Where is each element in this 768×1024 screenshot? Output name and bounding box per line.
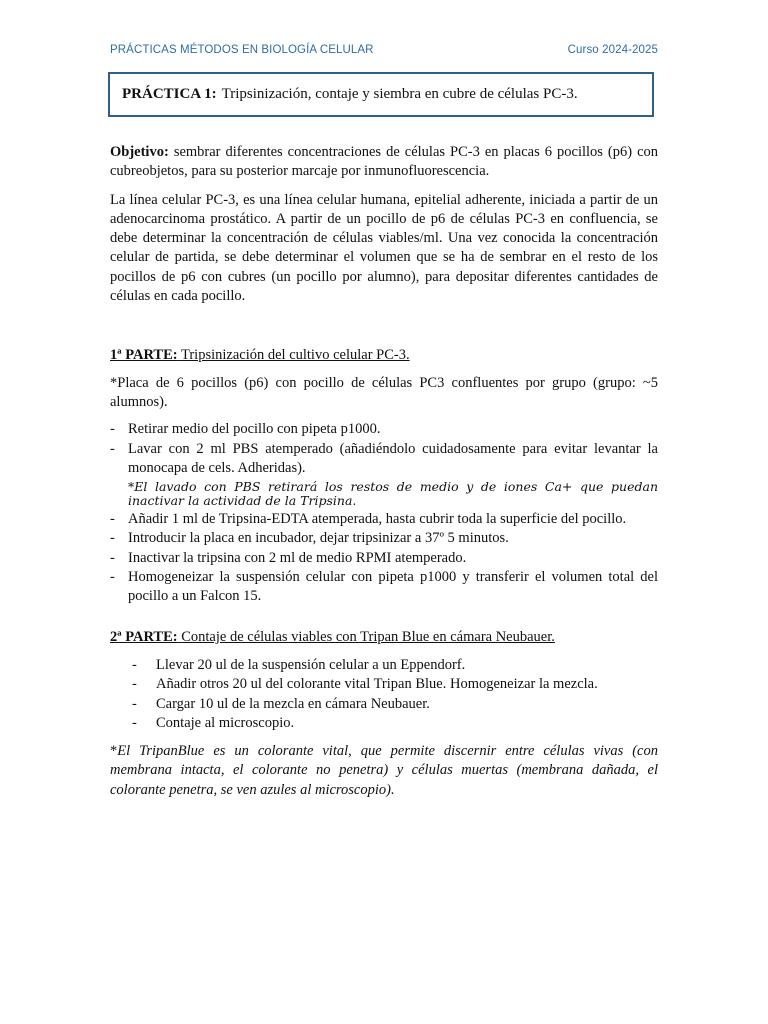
- course-title: PRÁCTICAS MÉTODOS EN BIOLOGÍA CELULAR: [110, 44, 374, 56]
- objective-paragraph: [110, 143, 658, 182]
- part2-label: 2ª PARTE:: [110, 628, 178, 645]
- list-item: - Cargar 10 ul de la mezcla en cámara Neubauer.: [132, 695, 430, 712]
- list-item: - Lavar con 2 ml PBS atemperado (añadiéndolo cuidadosamente para evitar levantar la monocapa de cels. Adheridas).: [110, 440, 658, 476]
- practice-title: Tripsinización, contaje y siembra en cubre de células PC-3.: [221, 86, 578, 102]
- practice-label: PRÁCTICA 1:: [122, 86, 217, 102]
- part1-title: Tripsinización del cultivo celular PC-3.: [180, 347, 410, 364]
- part1-steps-continued: [110, 510, 658, 606]
- list-item: - Inactivar la tripsina con 2 ml de medio RPMI atemperado.: [110, 549, 467, 566]
- part2-heading: [110, 628, 658, 647]
- plate-info: *Placa de 6 pocillos (p6) con pocillo de células PC3 confluentes por grupo (grupo: ~5 alumnos).: [110, 374, 658, 410]
- part2-title: Contaje de células viables con Tripan Blue en cámara Neubauer.: [181, 628, 555, 645]
- pbs-note: *El lavado con PBS retirará los restos de medio y de iones Ca+ que puedan inactivar la actividad de la Tripsina.: [128, 479, 658, 509]
- tripan-note: *El TripanBlue es un colorante vital, que permite discernir entre células vivas (con membrana intacta, el colorante no penetra) y células muertas (membrana dañada, el colorante penetra, se ven azules al microscopio).: [110, 743, 658, 798]
- part2-steps: [110, 656, 658, 733]
- part1-label: 1ª PARTE:: [110, 347, 178, 364]
- list-item: - Llevar 20 ul de la suspensión celular a un Eppendorf.: [132, 656, 466, 673]
- part1-heading: [110, 346, 658, 365]
- objective-label: Objetivo:: [110, 144, 169, 160]
- intro-paragraph: La línea celular PC-3, es una línea celular humana, epitelial adherente, iniciada a partir de un adenocarcinoma prostático. A partir de un pocillo de p6 de células PC-3 en confluencia, se debe determinar la concentración de células viables/ml. Una vez conocida la concentración celular de partida, se debe determinar el volumen que se ha de sembrar en el resto de los pocillos de p6 con cubres (un pocillo por alumno), para depositar diferentes cantidades de células en cada pocillo.: [110, 191, 658, 305]
- list-item: - Añadir 1 ml de Tripsina-EDTA atemperada, hasta cubrir toda la superficie del pocillo.: [110, 511, 627, 528]
- page-header: [110, 44, 658, 56]
- list-item: - Homogeneizar la suspensión celular con pipeta p1000 y transferir el volumen total del pocillo a un Falcon 15.: [110, 569, 658, 605]
- list-item: - Añadir otros 20 ul del colorante vital Tripan Blue. Homogeneizar la mezcla.: [132, 676, 598, 693]
- objective-text: sembrar diferentes concentraciones de células PC-3 en placas 6 pocillos (p6) con cubreobjetos, para su posterior marcaje por inmunofluorescencia.: [110, 144, 659, 180]
- course-year: Curso 2024-2025: [567, 44, 658, 56]
- document-body: [110, 143, 658, 800]
- practice-title-box: [108, 72, 654, 117]
- part1-steps: [110, 420, 658, 478]
- list-item: - Introducir la placa en incubador, dejar tripsinizar a 37º 5 minutos.: [110, 530, 509, 547]
- list-item: - Contaje al microscopio.: [132, 714, 295, 731]
- list-item: - Retirar medio del pocillo con pipeta p1000.: [110, 421, 381, 438]
